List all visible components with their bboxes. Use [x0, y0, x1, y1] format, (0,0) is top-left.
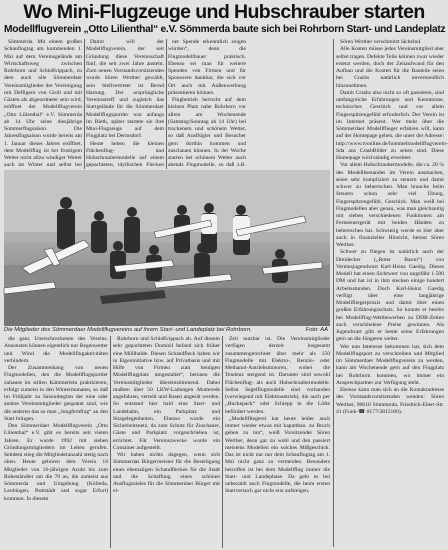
column-rule [333, 39, 334, 547]
paragraph: Alle Kosten müsse jedes Vereinsmitglied aber selbst tragen. Defekte Teile können zwar wieder ersetzt werden, doch der Zeitaufwand für den Aufbau und die Kosten für die Bauteile seien bei Crashs natürlich unvermeidlich hinzunehmen. [336, 46, 444, 89]
paragraph: Sömmerda. Mit einem großen Schauflugtag am kommenden 1. Mai auf dem Vereinsgelände am Wirtschaftsweg zwischen Rohrborn und Schloßvippach, zu dem auch alle Sömmerdaer Vereinsmitglieder der Vereinigung mit Defligern von Groll und mit Gästen als abgeordneter sein wird, eröffnet der Modellflugverein „Otto Lilienthal“ e.V. Sömmerda ab 14 Uhr seine diesjährige Sommerflugsaison. Die Jahresflugsaison wurde bereits am 1. Januar dieses Jahres eröffnet, dem Modellflug ist bei frostigem Wetter nicht allzu windiger Wetter auch im Winter und selbst bei [4, 39, 82, 169]
paragraph: die ganz Unerschrockenen des Vereins. Ansonsten können eigentlich nur Regenwetter und Wind die Modellflugaktivitäten verhindern. [4, 336, 108, 364]
photo-credit: Foto: AA [305, 327, 328, 333]
paragraph: Der Zusammenhang von neuen Flugmodellen, den die Modellflugsportler zuhause im stillen Kämmerlein praktizieren, erfolgt zumeist in den Wintermonaten, so daß im Frühjahr zu Saisonbeginn der eine oder andere Vereinsmitglieder gespannt sind, wie die anderen das so man „Jungfernflug“ an den Start bringen. [4, 365, 108, 422]
photo-caption: Die Mitglieder des Sömmerdaer Modellflugvereins auf ihrem Start- und Landeplatz bei Rohrborn. [4, 327, 252, 333]
photo-caption-bar [4, 327, 330, 334]
paragraph: Heute heben die kleinen Flächenflug- und Hubschraubermodelle auf einem gepachteten, idyllischen Flecken [86, 140, 164, 169]
text-column-4 [336, 39, 448, 547]
paragraph: Vor allem Hubschraubermodelle, die ca. 20 % des Modellbestandes im Verein ausmachen, seien sehr kompliziert zu steuern und damit schwer zu beherrschen. Man brauche beim Steuern schon sehr viel Übung, Fingerspitzengefühl, Geschick. Man weiß bei Flugmodellen aber genau, was man gleichzeitig mit sieben verschiedenen Funktionen am Fernsteuergerät mit beiden Händen zu beherrschen hat. Schwierig werde es hier aber auch in finanzieller Hinsicht, betont Sören Werther. [336, 162, 444, 248]
column-rule [166, 39, 167, 169]
paragraph: Schwer zu fliegen ist natürlich auch der Dreidecker („Roter Baron“) von Vereinsjugendwart Karl-Heinz Gaedig. Dieses Modell hat einen Sichtwert von ungefähr 1.500 DM und hat ist in ihm stecken einige hundert Arbeitsstunden. Doch Karl-Heinz Gaedig verfügt über eine langjährige Modellfliegerpraxis und damit über einen großen Erfahrungsschatz. So konnte er bereits bei Modellflug-Wettbewerben zu DDR-Zeiten auch verschiedene Preise gewinnen. Als Jugendwart gibt er heute seine Erfahrungen gern an die Jüngeren weiter. [336, 249, 444, 343]
paragraph: Ebenso kann man sich an die Kontaktadresse des Vorstandsvorsitzenden wenden: Sören Werther, 99610 Sömmerda, Friedrich-Ebert-Str. 41 (Funk-☎ 0177/3815180). [336, 387, 444, 415]
paragraph: ner Spende erkenntlich zeigen würden“, denn die Flugmodellbauer praktisch. Ebenso sei man für weitere Spenden von Firmen und für Sponsoren dankbar, die sich vor Ort auch mit Außenwerbung präsentieren können. [168, 39, 246, 96]
paragraph: Sören Werther verschmitzt lächelnd. [340, 39, 422, 45]
paragraph: Damit Crashs also nicht so oft passieren, sind umfangreiche Erfahrungen und Kenntnisse, technisches Geschick und vor allem Fingerspitzengefühl erforderlich. Der Verein ist im Internet präsent. Wer mehr über die Sömmerdaer Modellflieger erfahren will, kann auf der Homepage gehen, die unter der Adresse: http://www.tvonline.de/hommelmodellflugverein-Sda aus CrashBilder zu sehen sind. Diese Homepage wird ständig erweitert. [336, 89, 448, 161]
paragraph: Wer nun Interesse bekommen hat, sich dem Modellflugsport zu verschreiben und Mitglied im Sömmerdaer Modellflugverein zu werden, kann am Wochenende gern auf den Flugplatz bei Rohrborn kommen, wo immer ein Ansprechpartner zur Verfügung steht. [336, 343, 444, 386]
paragraph: Zeit nutzbar ist. Die Vereinsmitglieder verfügen derzeit insgesamt zusammengerechnet über mehr als 150 Flugmodelle mit Elektro-, Benzin- oder Methanol-Antriebsmotoren, wobei die Tendenz steigend ist. Darunter sind sowohl Flächenflug- als auch Hubschraubermodelle. Selbst Segelflugmodelle sind vorhanden (vorwiegend mit Elektroantrieb), die auch per „Huckepack“ oder Schlepp in die Lüfte befördert werden. [225, 336, 330, 415]
text-column-3 [168, 39, 246, 169]
column-rule [84, 39, 85, 169]
paragraph: „Modellfliegerei hat heute leider auch immer wieder etwas mit kaputtbau. zu Bruch gehen zu tun“, weiß Vorsitzender Sören Werther, denn gar zu wohl und den passiert meistens Modellen ein solches Mißgeschick. Das ist nicht nur nur dem Schauflugtag am 1. Mai nicht ganz zu vermeiden. Besonders betroffen ist bei dem Modellflug immer die Start- und Landephase. Da geht es bei unbezahlt auch Flugmodelle, die beim ersten Startversuch gar nicht erst aufsteigen, [225, 415, 330, 495]
column-rule [222, 336, 223, 548]
paragraph: Flugbetrieb herrscht auf dem kleinen Platz nahe Rohrborn vor allem am Wochenende (Samstag/Sonntag ab 14 Uhr) bei trockenem und schönem Wetter, so daß Ausflügler und Besucher gern dorthin kommen und zuschauen können. In der Woche starten bei schönem Wetter auch abends Flugmodelle, so daß z.B. [168, 97, 246, 169]
paragraph: Den Sömmerdaer Modellflugverein „Otto Lilienthal“ e.V. gibt es bereits seit vielen Jahren. Er wurde 1992 mit sieben Gründungsmitgliedern im Leben gerufen. Seitdem stieg die Mitgliederanzahl stetig nach oben. Heute gehören dem Verein 18 Mitglieder von 16-jährigen Azubi bis zum Ruheständler um die 70 an, die zumeist aus Sömmerda und Umgebung (Kölleda, Leubingen, Buttstädt und sogar Erfurt) kommen. In diesem [4, 423, 108, 502]
text-column-bottom-2 [113, 336, 220, 548]
paragraph: Rohrborn und Schloßvippach ab. Auf diesem sehr gepachteten Domizil befand sich früher eine Müllhalde. Diesen Schandfleck haben wir in Eigeninitiative bzw. auf Privatbasis und mit Hilfe von Firmen zum heutigen Modellflugplatz umgestaltet“, betonen die Vereinsmitglieder übereinstimmend. Dabei mußten über 50 LKW-Ladungen Mutterede angefahren, verteilt und Rasen angesät werden. So entstand hier bald eine Start- und Landebahn, ein Parkplatz und Sitzgelegenheiten. Ebenso wurde ein Sicherheitsnetz, da zum Schutz für Zuschauer, Gäste und Parkplatz vorgeschrieben ist, errichtet. Für Vereinszwecke wurde ein Container aufgestellt. [113, 336, 220, 451]
paragraph: Damit will der Modellflugverein, der seit Gründung diese Vereinsschaft fünf, die seit zwei Jahre ansteht. Zum neuen Vorstandsvorsitzenden wurde Sören Werther gewählt, sein Stellvertreter ist Bernd Hartung. Der ursprüngliche Vereinsstreff und zugleich das Startgelände für die Sömmerdaer Modellflugsportler war anfangs im Rieth, später startete sie ihre Mini-Flugzeuge auf dem Flugplatz bei Dermsdorf. [86, 39, 164, 140]
text-column-bottom-3 [225, 336, 330, 548]
text-column-1 [4, 39, 82, 169]
column-rule [110, 336, 111, 548]
article-headline: Wo Mini-Flugzeuge und Hubschrauber starten [23, 1, 425, 23]
paragraph: Wir haben nichts dagegen, wenn sich Sömmerdas Bürgermeister für die Beseitigung eines ehemaligen Schandfleckes für die Stadt und die Schaffung eines schönen Ausflugszieles für die Sömmerdaer Bürger mit ei- [113, 452, 220, 495]
text-column-bottom-1 [4, 336, 108, 548]
club-members-photo [4, 170, 330, 326]
text-column-2 [86, 39, 164, 169]
article-subheadline: Modellflugverein „Otto Lilienthal“ e.V. Sömmerda baute sich bei Rohrborn Start- und Landeplatz [4, 24, 446, 35]
photo-illustration [4, 170, 330, 326]
